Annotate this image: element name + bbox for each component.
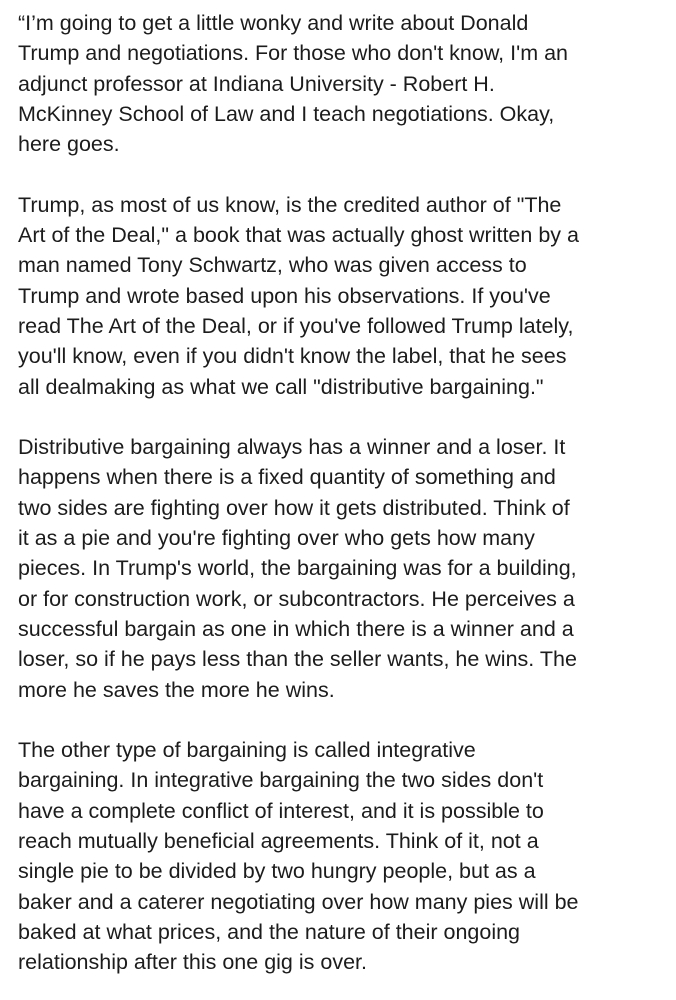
text-line: Trump, as most of us know, is the credited author of "The (18, 192, 562, 217)
text-line: it as a pie and you're fighting over who gets how many (18, 526, 535, 551)
text-line: two sides are fighting over how it gets distributed. Think of (18, 495, 570, 520)
text-line: pieces. In Trump's world, the bargaining was for a building, (18, 556, 577, 581)
text-line: loser, so if he pays less than the seller wants, he wins. The (18, 647, 577, 672)
text-line: McKinney School of Law and I teach negotiations. Okay, (18, 101, 555, 126)
text-line: adjunct professor at Indiana University - Robert H. (18, 71, 495, 96)
text-line: The other type of bargaining is called integrative (18, 738, 476, 763)
text-line: Trump and wrote based upon his observations. If you've (18, 283, 551, 308)
text-line: man named Tony Schwartz, who was given access to (18, 253, 527, 278)
text-line: bargaining. In integrative bargaining the two sides don't (18, 768, 544, 793)
text-line: read The Art of the Deal, or if you've followed Trump lately, (18, 313, 574, 338)
text-line: “I’m going to get a little wonky and write about Donald (18, 11, 529, 35)
text-line: or for construction work, or subcontractors. He perceives a (18, 586, 575, 611)
text-line: baked at what prices, and the nature of their ongoing (18, 919, 521, 944)
text-line: relationship after this one gig is over. (18, 950, 367, 975)
text-line: single pie to be divided by two hungry people, but as a (18, 859, 536, 884)
text-line: Trump and negotiations. For those who don't know, I'm an (18, 41, 568, 66)
paragraph-intro (18, 8, 668, 159)
text-line: you'll know, even if you didn't know the label, that he sees (18, 344, 567, 369)
text-line: reach mutually beneficial agreements. Think of it, not a (18, 829, 539, 854)
post-body (18, 8, 668, 978)
text-line: more he saves the more he wins. (18, 677, 335, 702)
text-line: all dealmaking as what we call "distributive bargaining." (18, 374, 544, 399)
text-line: baker and a caterer negotiating over how many pies will be (18, 889, 579, 914)
text-line: here goes. (18, 132, 120, 157)
text-line: Art of the Deal," a book that was actually ghost written by a (18, 223, 579, 248)
text-line: have a complete conflict of interest, and it is possible to (18, 798, 544, 823)
paragraph-distributive-bargaining (18, 432, 668, 705)
paragraph-art-of-the-deal (18, 190, 668, 402)
paragraph-integrative-bargaining (18, 735, 668, 977)
text-line: happens when there is a fixed quantity of something and (18, 465, 556, 490)
text-line: Distributive bargaining always has a winner and a loser. It (18, 435, 566, 460)
text-line: successful bargain as one in which there is a winner and a (18, 616, 574, 641)
